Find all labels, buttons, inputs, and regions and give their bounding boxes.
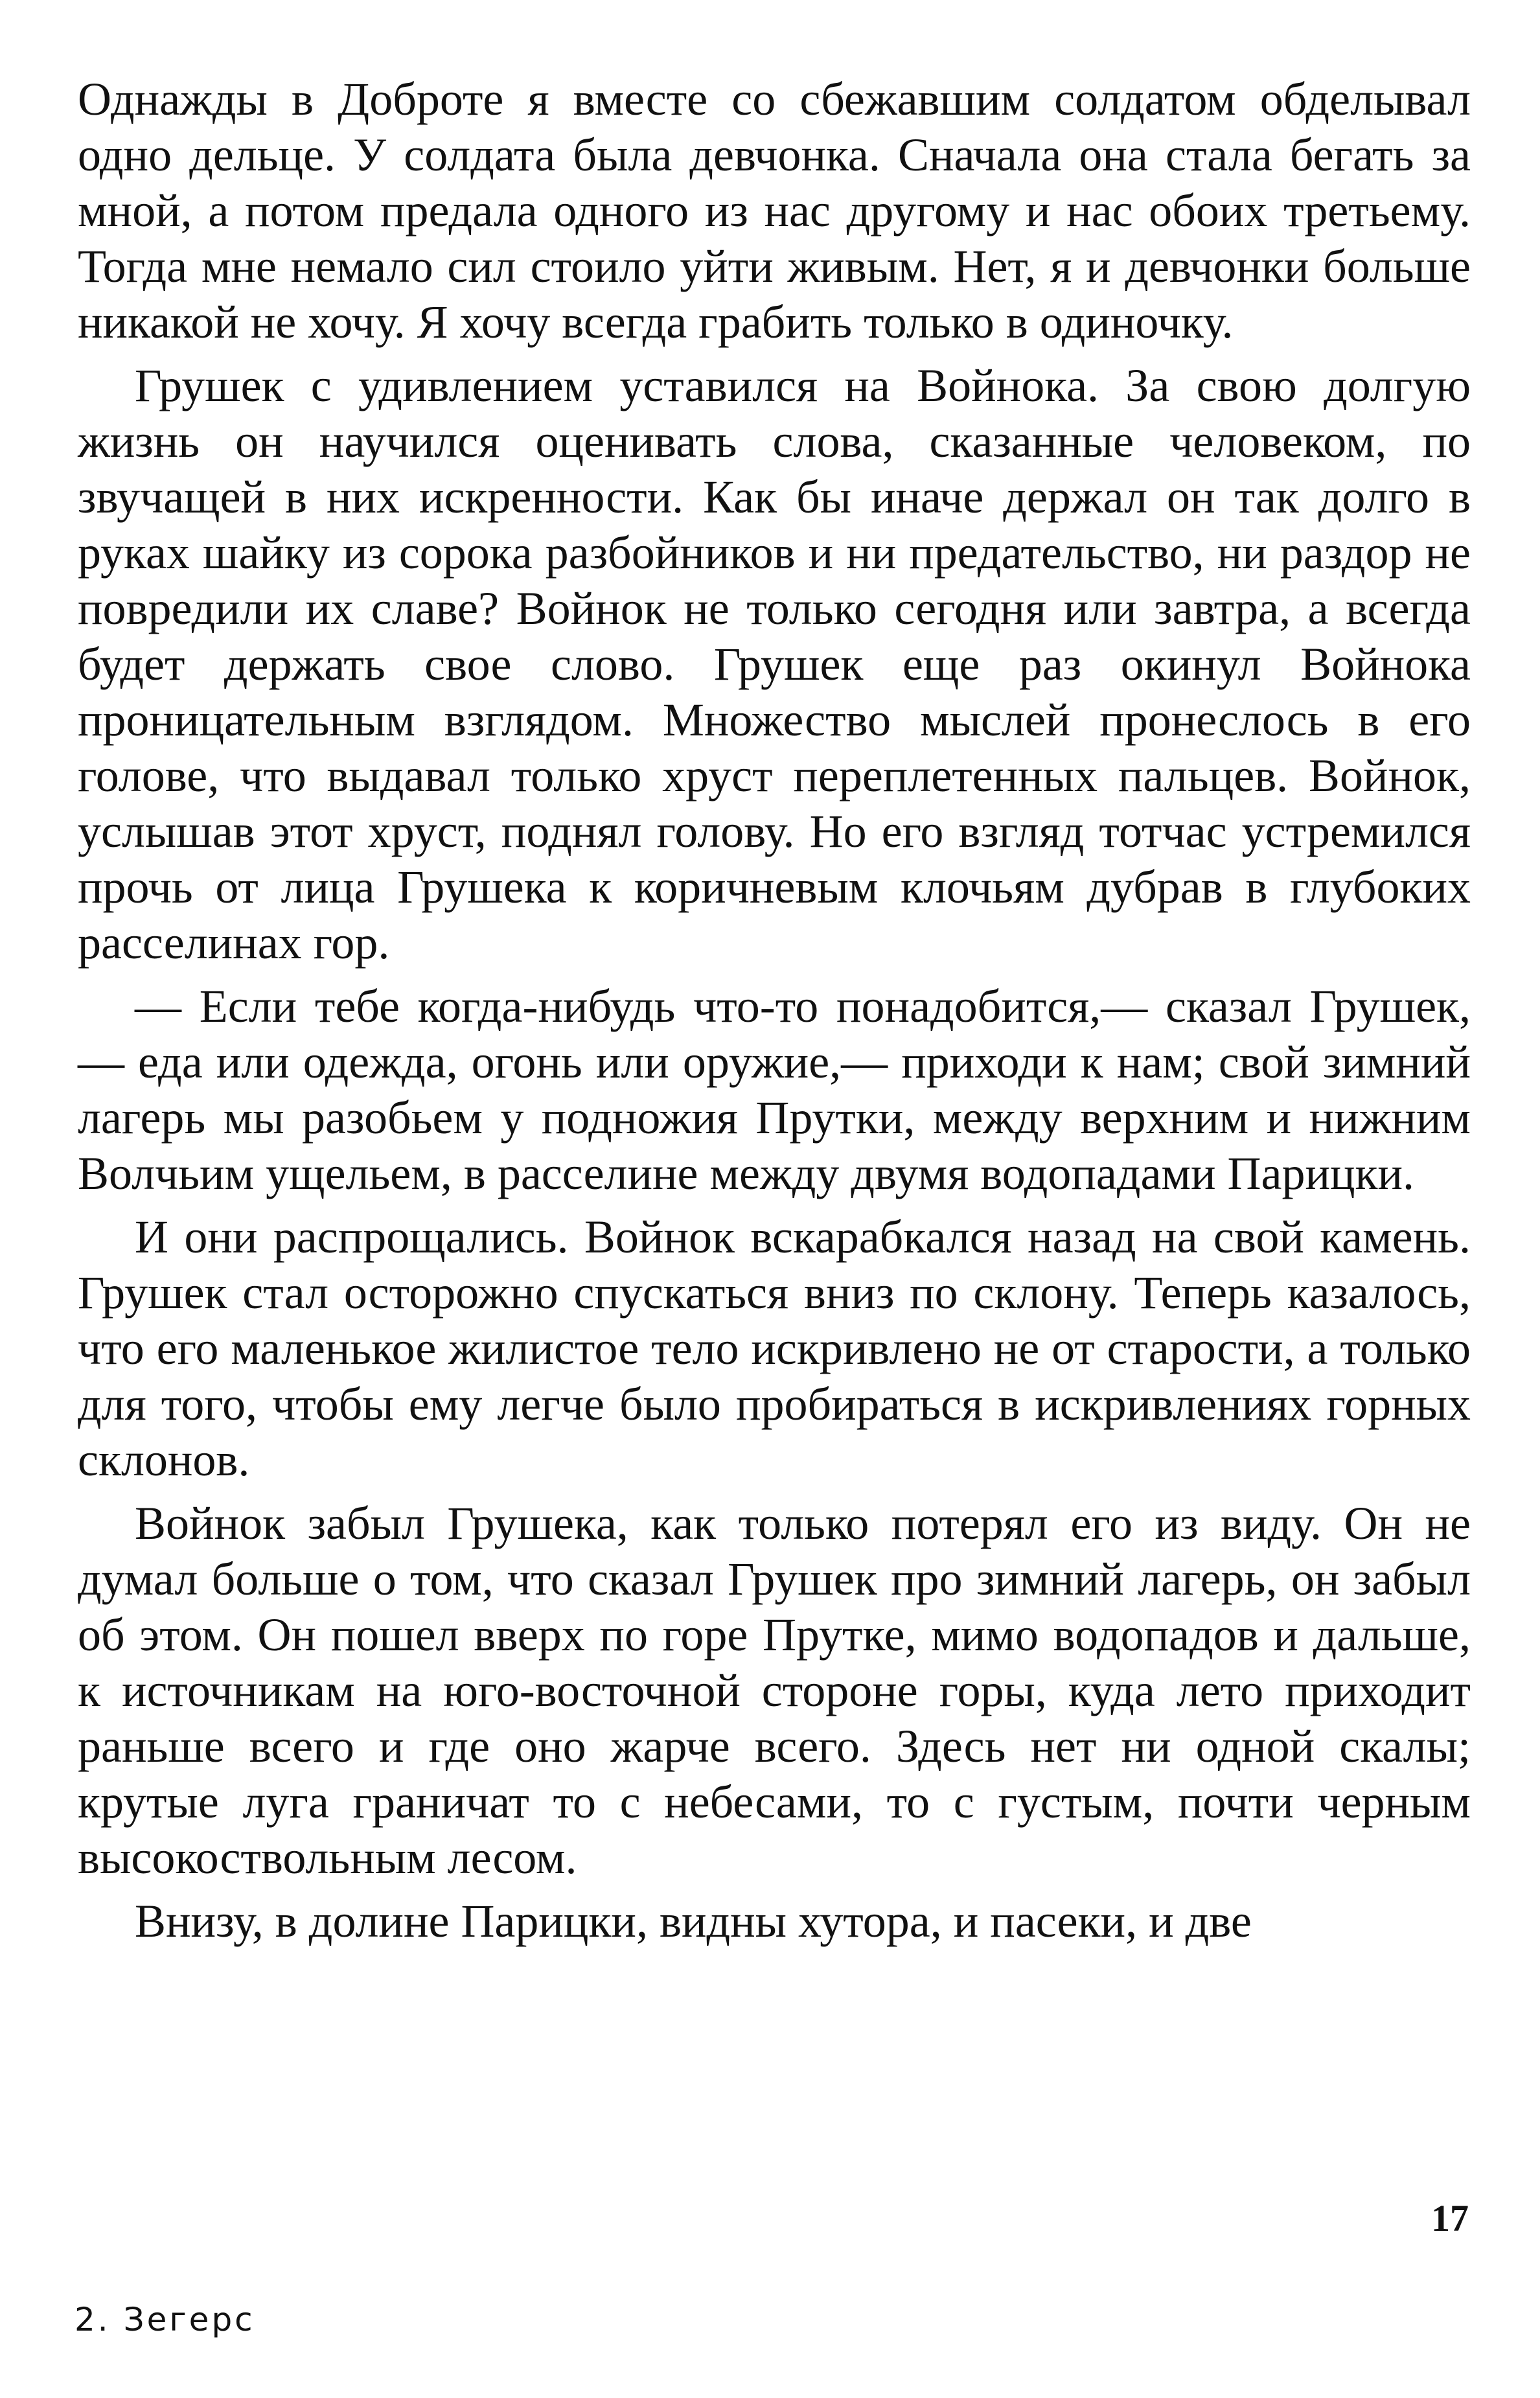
page-number: 17 — [1431, 2197, 1469, 2239]
paragraph-2: Грушек с удивлением уставился на Войнока. За свою долгую жизнь он научился оценивать слова, сказанные человеком, по звучащей в них искренности. Как бы иначе держал он так долго в руках шайку из сорока разбойников и ни предательство, ни раздор не повредили их славе? Войнок не только сегодня или завтра, а всегда будет держать свое слово. Грушек еще раз окинул Войнока проницательным взглядом. Множество мыслей пронеслось в его голове, что выдавал только хруст переплетенных пальцев. Войнок, услышав этот хруст, поднял голову. Но его взгляд тотчас устремился прочь от лица Грушека к коричневым клочьям дубрав в глубоких расселинах гор. — [78, 360, 1471, 969]
paragraph-3: — Если тебе когда-нибудь что-то понадобится,— сказал Грушек,— еда или одежда, огонь или оружие,— приходи к нам; свой зимний лагерь мы разобьем у подножия Прутки, между верхним и нижним Волчьим ущельем, в расселине между двумя водопадами Парицки. — [78, 980, 1471, 1199]
paragraph-4: И они распрощались. Войнок вскарабкался назад на свой камень. Грушек стал осторожно спускаться вниз по склону. Теперь казалось, что его маленькое жилистое тело искривлено не от старости, а только для того, чтобы ему легче было пробираться в искривлениях горных склонов. — [78, 1211, 1471, 1486]
paragraph-5: Войнок забыл Грушека, как только потерял его из виду. Он не думал больше о том, что сказал Грушек про зимний лагерь, он забыл об этом. Он пошел вверх по горе Прутке, мимо водопадов и дальше, к источникам на юго-восточной стороне горы, куда лето приходит раньше всего и где оно жарче всего. Здесь нет ни одной скалы; крутые луга граничат то с небесами, то с густым, почти черным высокоствольным лесом. — [78, 1497, 1471, 1884]
body-text — [78, 71, 1471, 1957]
paragraph-6: Внизу, в долине Парицки, видны хутора, и пасеки, и две — [135, 1895, 1252, 1947]
paragraph-1: Однажды в Доброте я вместе со сбежавшим солдатом обделывал одно дельце. У солдата была девчонка. Сначала она стала бегать за мной, а потом предала одного из нас другому и нас обоих третьему. Тогда мне немало сил стоило уйти живым. Нет, я и девчонки больше никакой не хочу. Я хочу всегда грабить только в одиночку. — [78, 73, 1471, 348]
printer-signature: 2. Зегерс — [75, 2301, 255, 2338]
